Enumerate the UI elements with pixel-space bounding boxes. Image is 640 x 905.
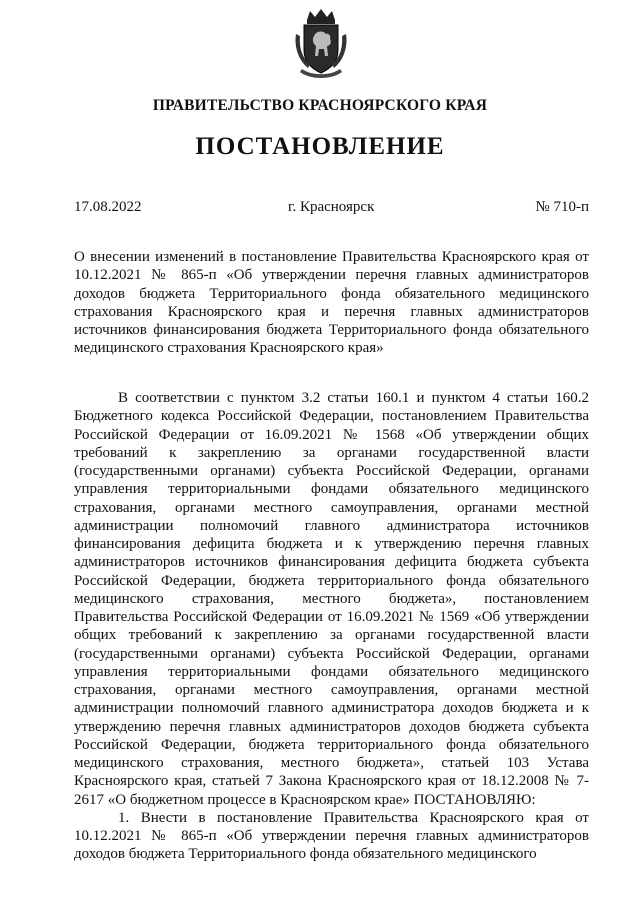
document-meta-row [74,199,589,219]
krasnoyarsk-coat-of-arms-icon [290,6,352,82]
document-number: № 710-п [535,199,589,215]
document-subject: О внесении изменений в постановление Правительства Красноярского края от 10.12.2021 № 865-п «Об утверждении перечня главных администраторов доходов бюджета Территориального фонда обязательного медицинского страхования Красноярского края и перечня главных администраторов источников финансирования бюджета Территориального фонда обязательного медицинского страхования Красноярского края» [74,249,589,357]
document-date: 17.08.2022 [74,199,142,215]
document-body [74,389,589,864]
document-type-title: ПОСТАНОВЛЕНИЕ [195,133,445,160]
body-paragraph-preamble: В соответствии с пунктом 3.2 статьи 160.1 и пунктом 4 статьи 160.2 Бюджетного кодекса Российской Федерации, постановлением Правительства Российской Федерации от 16.09.2021 № 1568 «Об утверждении общих требований к закреплению за органами государственной власти (государственными органами) субъекта Российской Федерации, органами управления территориальными фондами обязательного медицинского страхования, органами местного самоуправления, органами местной администрации полномочий главного администратора источников финансирования дефицита бюджета и к утверждению перечня главных администраторов источников финансирования дефицита бюджета субъекта Российской Федерации, бюджета территориального фонда обязательного медицинского страхования, местного бюджета», постановлением Правительства Российской Федерации от 16.09.2021 № 1569 «Об утверждении общих требований к закреплению за органами государственной власти (государственными органами) субъекта Российской Федерации, органами управления территориальными фондами обязательного медицинского страхования, органами местного самоуправления, органами местной администрации полномочий главного администратора доходов бюджета и к утверждению перечня главных администраторов доходов бюджета субъекта Российской Федерации, бюджета территориального фонда обязательного медицинского страхования, местного бюджета», статьей 103 Устава Красноярского края, статьей 7 Закона Красноярского края от 18.12.2008 № 7-2617 «О бюджетном процессе в Красноярском крае» ПОСТАНОВЛЯЮ: [74,390,589,808]
body-paragraph-item-1: 1. Внести в постановление Правительства Красноярского края от 10.12.2021 № 865-п «Об утверждении перечня главных администраторов доходов бюджета Территориального фонда обязательного медицинского [74,809,589,863]
organization-title: ПРАВИТЕЛЬСТВО КРАСНОЯРСКОГО КРАЯ [152,97,488,114]
document-city: г. Красноярск [288,199,375,215]
